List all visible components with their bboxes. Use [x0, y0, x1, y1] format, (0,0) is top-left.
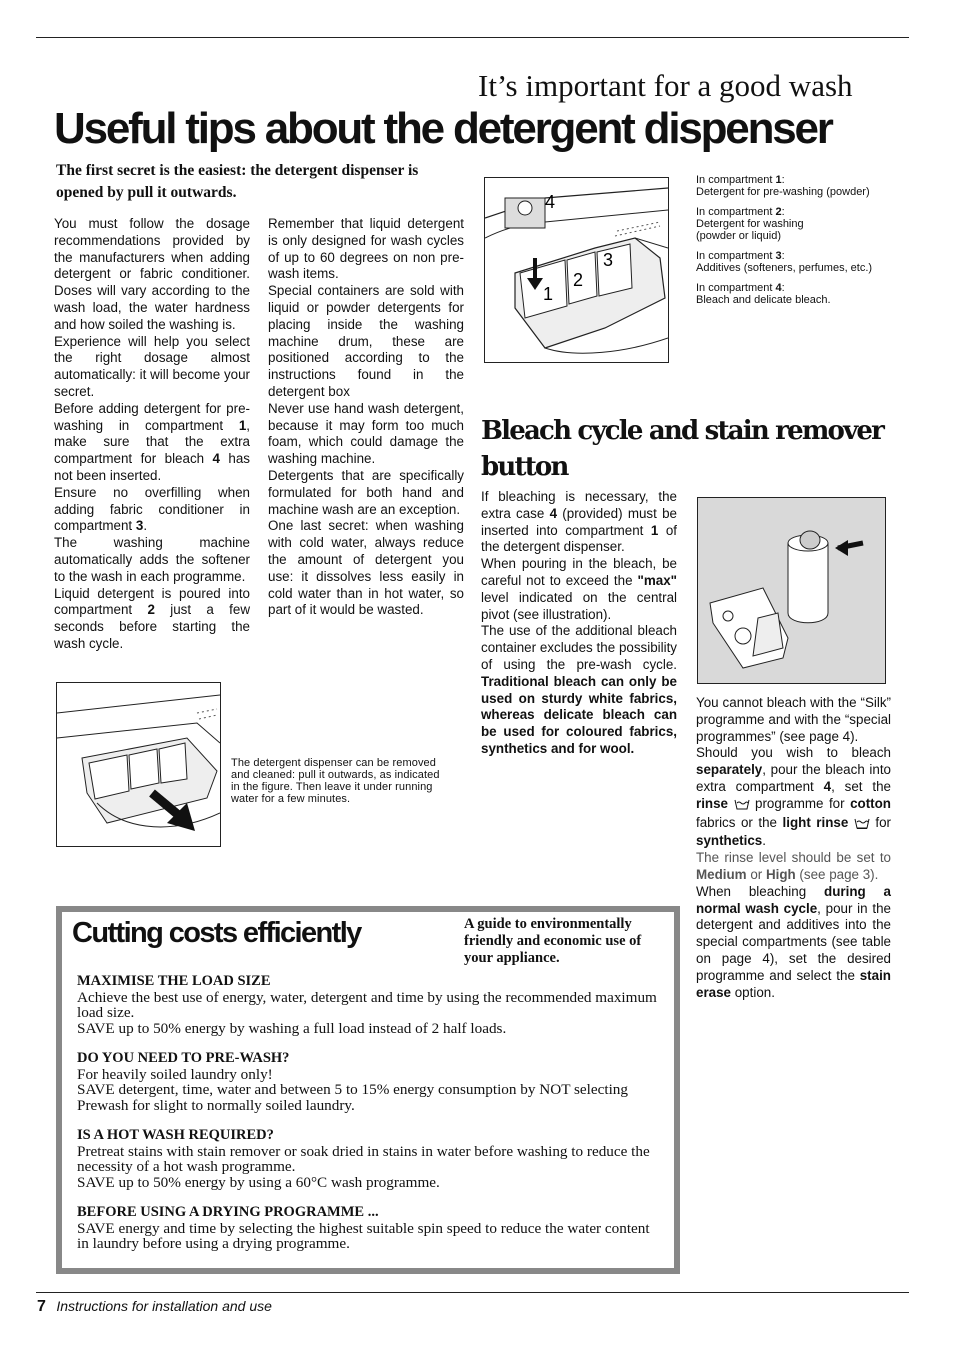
section-load-size: MAXIMISE THE LOAD SIZE Achieve the best use of energy, water, detergent and time by using the recommended maximum load size. SAVE up to 50% energy by washing a full load instead of 2 half loads. [77, 973, 657, 1037]
rinse-icon [734, 798, 750, 815]
legend-item: In compartment 3: Additives (softeners, perfumes, etc.) [696, 250, 873, 274]
label-4: 4 [545, 192, 556, 212]
section-pre-wash: DO YOU NEED TO PRE-WASH? For heavily soiled laundry only! SAVE detergent, time, water and between 5 to 15% energy consumption by NOT selecting Prewash for slight to normally soiled laundry. [77, 1050, 628, 1114]
col1-para-4: Ensure no overfilling when adding fabric conditioner in compartment 3. [54, 484, 250, 534]
section-drying: BEFORE USING A DRYING PROGRAMME ... SAVE energy and time by selecting the highest suitable spin speed to reduce the water content in laundry before using a drying programme. [77, 1204, 650, 1252]
col2-para-2: Special containers are sold with liquid or powder detergents for placing inside the washing machine drum, these are positioned according to the instructions found in the detergent box [268, 283, 464, 399]
cutting-costs-content [77, 973, 662, 1266]
intro-text: The first secret is the easiest: the detergent dispenser is opened by pull it outwards. [56, 162, 419, 201]
guide-text: A guide to environmentally friendly and economic use of your appliance. [464, 916, 642, 966]
bleach-para-3: The use of the additional bleach container excludes the possibility of using the pre-wash cycle. Traditional bleach can only be used on sturdy white fabrics, whereas delicate bleach can be used for coloured fabrics, synthetics and for wool. [481, 623, 677, 756]
col1-para-5: The washing machine automatically adds the softener to the wash in each programme. [54, 535, 250, 584]
col2-para-1: Remember that liquid detergent is only designed for wash cycles of up to 60 degrees on non pre-wash items. [268, 216, 464, 282]
bleach-column [481, 489, 677, 758]
col2-para-4: Detergents that are specifically formulated for both hand and machine wash are an exception. [268, 467, 464, 517]
rinse-level-note: The rinse level should be set to Medium or High (see page 3). [696, 850, 891, 882]
silk-note: You cannot bleach with the “Silk” programme and with the “special programmes” (see page 4). [696, 695, 891, 744]
cutting-costs-box [56, 906, 680, 1274]
page-number: 7 [37, 1298, 46, 1315]
bleach-container-illustration [697, 497, 886, 684]
top-rule [36, 37, 909, 38]
dispenser-compartments-illustration [484, 177, 669, 363]
legend-item: In compartment 4: Bleach and delicate bleach. [696, 282, 831, 306]
bleach-heading: Bleach cycle and stain remover button [481, 416, 884, 482]
dispenser-removal-illustration [56, 682, 221, 847]
col1-para-1: You must follow the dosage recommendations provided by the manufacturers when adding detergent or fabric conditioner. Doses will vary according to the wash load, the water hardness and how soiled the washing is. [54, 216, 250, 332]
bottom-rule [36, 1292, 909, 1293]
label-1: 1 [543, 284, 554, 304]
col2-para-5: One last secret: when washing with cold water, always reduce the amount of detergent you use: it dissolves less easily in cold water than in hot water, so part of it would be wasted. [268, 518, 464, 618]
bleach-right-column [696, 695, 891, 1001]
legend-item: In compartment 1: Detergent for pre-washing (powder) [696, 174, 870, 198]
label-2: 2 [573, 270, 584, 290]
separate-bleach-note: Should you wish to bleach separately, pour the bleach into extra compartment 4, set the rinse programme for cotton fabrics or the light rinse for synthetics. [696, 745, 891, 849]
bleach-para-2: When pouring in the bleach, be careful not to exceed the "max" level indicated on the central pivot (see illustration). [481, 556, 677, 622]
section-hot-wash: IS A HOT WASH REQUIRED? Pretreat stains with stain remover or soak dried in stains in water before washing to reduce the necessity of a hot wash programme. SAVE up to 50% energy by using a 60°C wash programme. [77, 1127, 650, 1191]
col1-para-2: Experience will help you select the right dosage almost automatically: it will become your secret. [54, 333, 250, 399]
compartment-legend [696, 174, 906, 314]
cutting-costs-title: Cutting costs efficiently [72, 917, 361, 949]
legend-item: In compartment 2: Detergent for washing (powder or liquid) [696, 206, 804, 242]
column-2 [268, 216, 464, 619]
col1-para-3: Before adding detergent for pre-washing in compartment 1, make sure that the extra compartment for bleach 4 has not been inserted. [54, 400, 251, 483]
dispenser-caption: The detergent dispenser can be removed and cleaned: pull it outwards, as indicated in the figure. Then leave it under running water for a few minutes. [231, 757, 440, 805]
light-rinse-icon [854, 817, 870, 834]
col1-para-6: Liquid detergent is poured into compartment 2 just a few seconds before starting the wash cycle. [54, 585, 250, 651]
column-1 [54, 216, 250, 653]
bleach-para-1: If bleaching is necessary, the extra case 4 (provided) must be inserted into compartment 1 of the detergent dispenser. [481, 489, 678, 555]
page-title: Useful tips about the detergent dispenser [54, 104, 832, 153]
footer-text: Instructions for installation and use [56, 1298, 272, 1314]
label-3: 3 [603, 250, 614, 270]
footer [37, 1298, 272, 1316]
normal-wash-note: When bleaching during a normal wash cycle, pour in the detergent and additives into the special compartments (see table on page 4), set the desired programme and select the stain erase option. [696, 883, 891, 1000]
col2-para-3: Never use hand wash detergent, because it may form too much foam, which could damage the washing machine. [268, 400, 464, 467]
page-subtitle: It’s important for a good wash [478, 68, 853, 103]
